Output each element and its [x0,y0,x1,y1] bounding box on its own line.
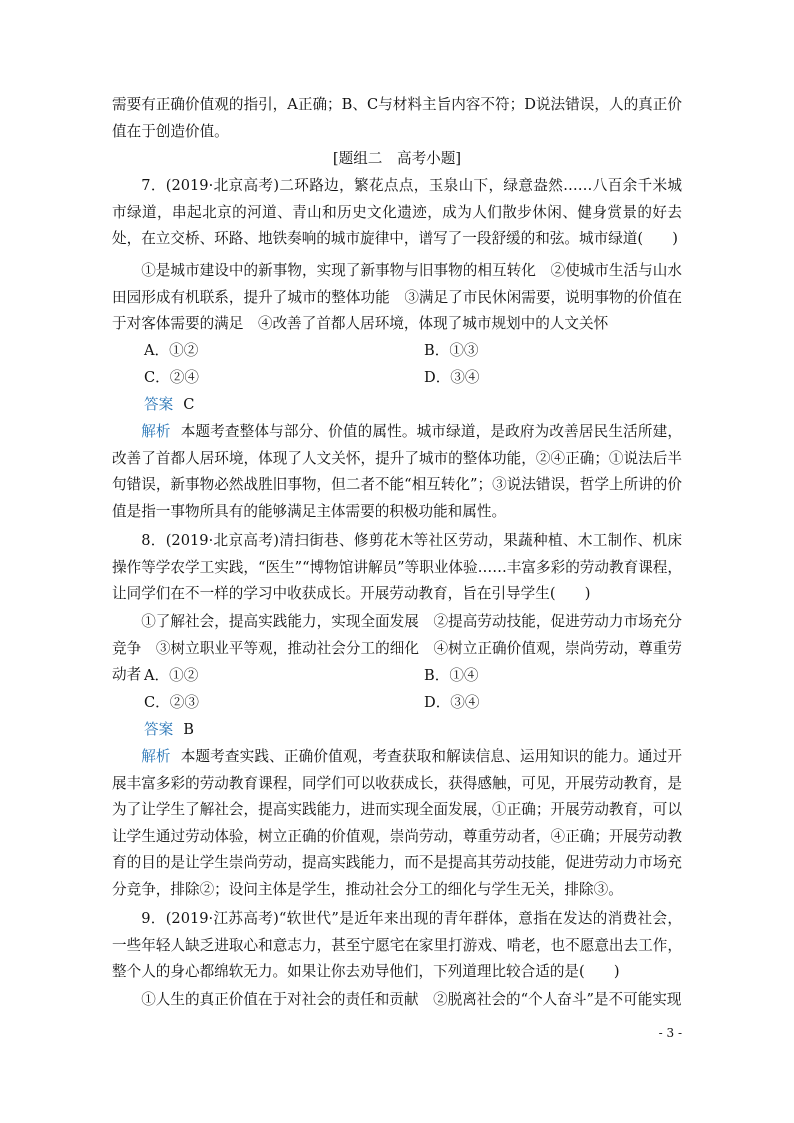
answer-value: C [183,396,195,413]
answer-value: B [183,721,194,738]
q9-statements: ①人生的真正价值在于对社会的责任和贡献 ②脱离社会的“个人奋斗”是不可能实现 [141,991,682,1008]
page-number: - 3 - [658,1026,682,1040]
answer-label: 答案 [144,396,174,413]
q8-statements: ①了解社会，提高实践能力，实现全面发展 ②提高劳动技能，促进劳动力市场充分竞争 ③树立职业平等观，推动社会分工的细化 ④树立正确价值观，崇尚劳动，尊重劳动者 [112,613,682,683]
q7-answer [144,392,194,419]
analysis-label: 解析 [141,748,171,765]
q8-option-b: B．①④ [424,667,479,684]
q8-option-d: D．③④ [424,694,480,711]
q7-analysis [112,419,682,525]
q8-analysis [112,744,682,903]
analysis-text: 本题考查实践、正确价值观，考查获取和解读信息、运用知识的能力。通过开展丰富多彩的劳动教育课程，同学们可以收获成长，获得感触，可见，开展劳动教育，是为了让学生了解社会，提高实践能力，进而实现全面发展，①正确；开展劳动教育，可以让学生通过劳动体验，树立正确的价值观，崇尚劳动，尊重劳动者，④正确；开展劳动教育的目的是让学生崇尚劳动，提高实践能力，而不是提高其劳动技能，促进劳动力市场充分竞争，排除②；设问主体是学生，推动社会分工的细化与学生无关，排除③。 [112,748,682,898]
q7-statements: ①是城市建设中的新事物，实现了新事物与旧事物的相互转化 ②使城市生活与山水田园形成有机联系，提升了城市的整体功能 ③满足了市民休闲需要，说明事物的价值在于对客体需要的满足 ④改善了首都人居环境，体现了城市规划中的人文关怀 [112,262,682,332]
section-title: [题组二 高考小题] [332,150,462,167]
q9-stem: 9．(2019·江苏高考)“软世代”是近年来出现的青年群体，意指在发达的消费社会，一些年轻人缺乏进取心和意志力，甚至宁愿宅在家里打游戏、啃老，也不愿意出去工作，整个人的身心都绵软无力。如果让你去劝导他们，下列道理比较合适的是( ) [112,910,682,980]
q8-option-a: A．①② [144,667,199,684]
q7-option-d: D．③④ [424,369,480,386]
q8-option-c: C．②③ [144,694,199,711]
intro-paragraph: 需要有正确价值观的指引，A正确；B、C与材料主旨内容不符；D说法错误，人的真正价值在于创造价值。 [112,96,682,140]
q7-option-b: B．①③ [424,342,479,359]
q7-option-a: A．①② [144,342,199,359]
q7-stem: 7．(2019·北京高考)二环路边，繁花点点，玉泉山下，绿意盎然……八百余千米城市绿道，串起北京的河道、青山和历史文化遗迹，成为人们散步休闲、健身赏景的好去处，在立交桥、环路、地铁奏响的城市旋律中，谱写了一段舒缓的和弦。城市绿道( ) [112,177,682,247]
q8-stem: 8．(2019·北京高考)清扫街巷、修剪花木等社区劳动，果蔬种植、木工制作、机床操作等学农学工实践，“医生”“博物馆讲解员”等职业体验……丰富多彩的劳动教育课程，让同学们在不一样的学习中收获成长。开展劳动教育，旨在引导学生( ) [112,532,682,602]
analysis-text: 本题考查整体与部分、价值的属性。城市绿道，是政府为改善居民生活所建，改善了首都人居环境，体现了人文关怀，提升了城市的整体功能，②④正确；①说法后半句错误，新事物必然战胜旧事物，但二者不能“相互转化”；③说法错误，哲学上所讲的价值是指一事物所具有的能够满足主体需要的积极功能和属性。 [112,423,682,520]
analysis-label: 解析 [141,423,171,440]
q7-option-c: C．②④ [144,369,199,386]
q8-answer [144,717,194,744]
answer-label: 答案 [144,721,174,738]
